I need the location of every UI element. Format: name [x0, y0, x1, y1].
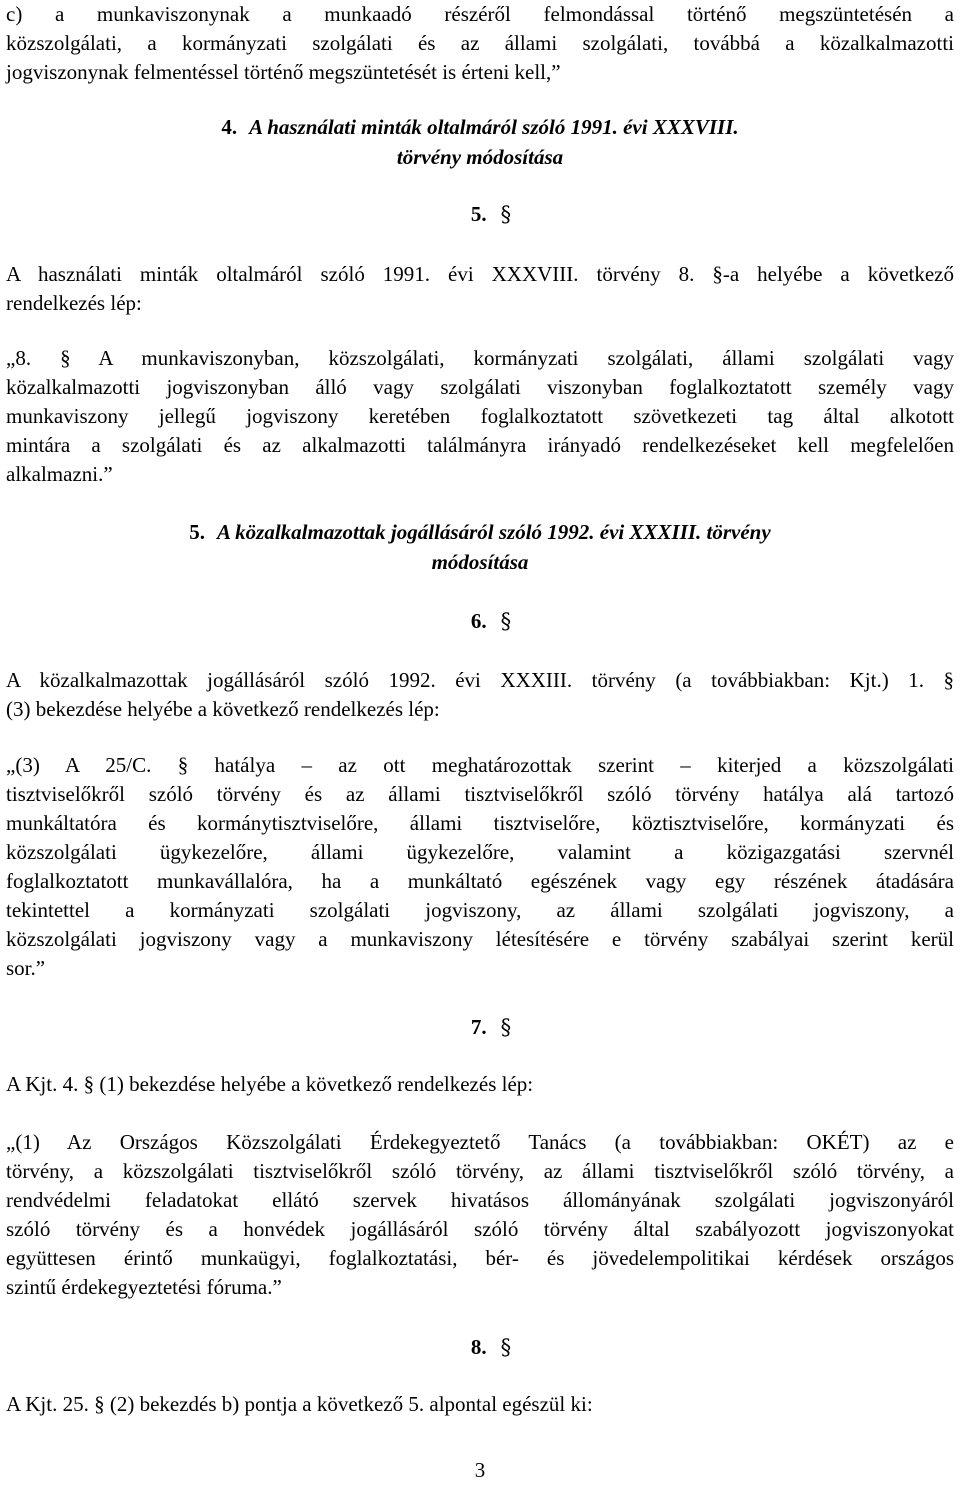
text-line: szintű érdekegyeztetési fóruma.” [6, 1275, 282, 1299]
text-line: rendelkezés lép: [6, 291, 142, 315]
section-mark: § [500, 1335, 512, 1359]
section-num: 5. [470, 202, 487, 226]
section-mark: § [500, 1015, 512, 1039]
text-line: tekintettel a kormányzati szolgálati jogviszony, az állami szolgálati jogviszony, a [6, 898, 954, 922]
page-number: 3 [474, 1458, 486, 1482]
text-line: „(1) Az Országos Közszolgálati Érdekegyeztető Tanács (a továbbiakban: OKÉT) az e [6, 1130, 954, 1154]
text-line: tisztviselőkről szóló törvény és az állami tisztviselőkről szóló törvény hatálya alá tartozó [6, 782, 954, 806]
section-number [0, 200, 960, 229]
paragraph-5 [6, 260, 954, 318]
text-line: közalkalmazotti jogviszonyban álló vagy szolgálati viszonyban foglalkoztatott személy vagy [6, 375, 954, 399]
section-heading [0, 113, 960, 142]
section-number [0, 607, 960, 636]
section-mark: § [500, 609, 512, 633]
heading-title-line: törvény módosítása [396, 145, 564, 169]
section-heading [0, 518, 960, 547]
text-line: „8. § A munkaviszonyban, közszolgálati, kormányzati szolgálati, állami szolgálati vagy [6, 346, 954, 370]
section-num: 8. [470, 1335, 487, 1359]
paragraph-8 [6, 344, 954, 489]
text-line: munkaviszony jellegű jogviszony keretében foglalkoztatott szövetkezeti tag által alkotott [6, 404, 954, 428]
text-line: rendvédelmi feladatokat ellátó szervek hivatásos állományának szolgálati jogviszonyáról [6, 1188, 954, 1212]
section-num: 7. [470, 1015, 487, 1039]
text-line: közszolgálati jogviszony vagy a munkaviszony létesítésére e törvény szabályai szerint kerül [6, 927, 954, 951]
text-line: jogviszonynak felmentéssel történő megszüntetését is érteni kell,” [6, 60, 561, 84]
text-line: „(3) A 25/C. § hatálya – az ott meghatározottak szerint – kiterjed a közszolgálati [6, 753, 954, 777]
text-line: A Kjt. 4. § (1) bekezdése helyébe a következő rendelkezés lép: [6, 1072, 534, 1096]
text-line: alkalmazni.” [6, 462, 113, 486]
text-line: (3) bekezdése helyébe a következő rendelkezés lép: [6, 697, 440, 721]
text-line: szóló törvény és a honvédek jogállásáról szóló törvény által szabályozott jogviszonyokat [6, 1217, 954, 1241]
text-line: munkáltatóra és kormánytisztviselőre, állami tisztviselőre, köztisztviselőre, kormányzati és [6, 811, 954, 835]
text-line: c) a munkaviszonynak a munkaadó részéről felmondással történő megszüntetésén a [6, 2, 954, 26]
section-heading-line2 [0, 143, 960, 172]
text-line: A Kjt. 25. § (2) bekezdés b) pontja a következő 5. alpontal egészül ki: [6, 1392, 593, 1416]
heading-title-line: A használati minták oltalmáról szóló 1991. évi XXXVIII. [249, 115, 739, 139]
heading-number: 4. [221, 115, 238, 139]
heading-title-line: A közalkalmazottak jogállásáról szóló 1992. évi XXXIII. törvény [217, 520, 771, 544]
text-line: sor.” [6, 956, 46, 980]
paragraph-7 [6, 1070, 954, 1099]
section-mark: § [500, 202, 512, 226]
paragraph-c [6, 0, 954, 87]
section-number [0, 1013, 960, 1042]
heading-number: 5. [189, 520, 206, 544]
text-line: közszolgálati, a kormányzati szolgálati és az állami szolgálati, továbbá a közalkalmazotti [6, 31, 954, 55]
heading-title-line: módosítása [431, 550, 529, 574]
text-line: közszolgálati ügykezelőre, állami ügykezelőre, valamint a közigazgatási szervnél [6, 840, 954, 864]
paragraph-6 [6, 666, 954, 724]
section-heading-line2 [0, 548, 960, 577]
text-line: együttesen érintő munkaügyi, foglalkoztatási, bér- és jövedelempolitikai kérdések országos [6, 1246, 954, 1270]
paragraph-oket [6, 1128, 954, 1302]
text-line: A közalkalmazottak jogállásáról szóló 1992. évi XXXIII. törvény (a továbbiakban: Kjt.) 1. § [6, 668, 954, 692]
section-num: 6. [470, 609, 487, 633]
paragraph-8b [6, 1390, 954, 1419]
text-line: törvény, a közszolgálati tisztviselőkről szóló törvény, az állami tisztviselőkről szóló törvény, a [6, 1159, 954, 1183]
text-line: foglalkoztatott munkavállalóra, ha a munkáltató egészének vagy egy részének átadására [6, 869, 954, 893]
text-line: A használati minták oltalmáról szóló 1991. évi XXXVIII. törvény 8. §-a helyébe a következő [6, 262, 954, 286]
text-line: mintára a szolgálati és az alkalmazotti találmányra irányadó rendelkezéseket kell megfelelően [6, 433, 954, 457]
paragraph-25c [6, 751, 954, 983]
section-number [0, 1333, 960, 1362]
